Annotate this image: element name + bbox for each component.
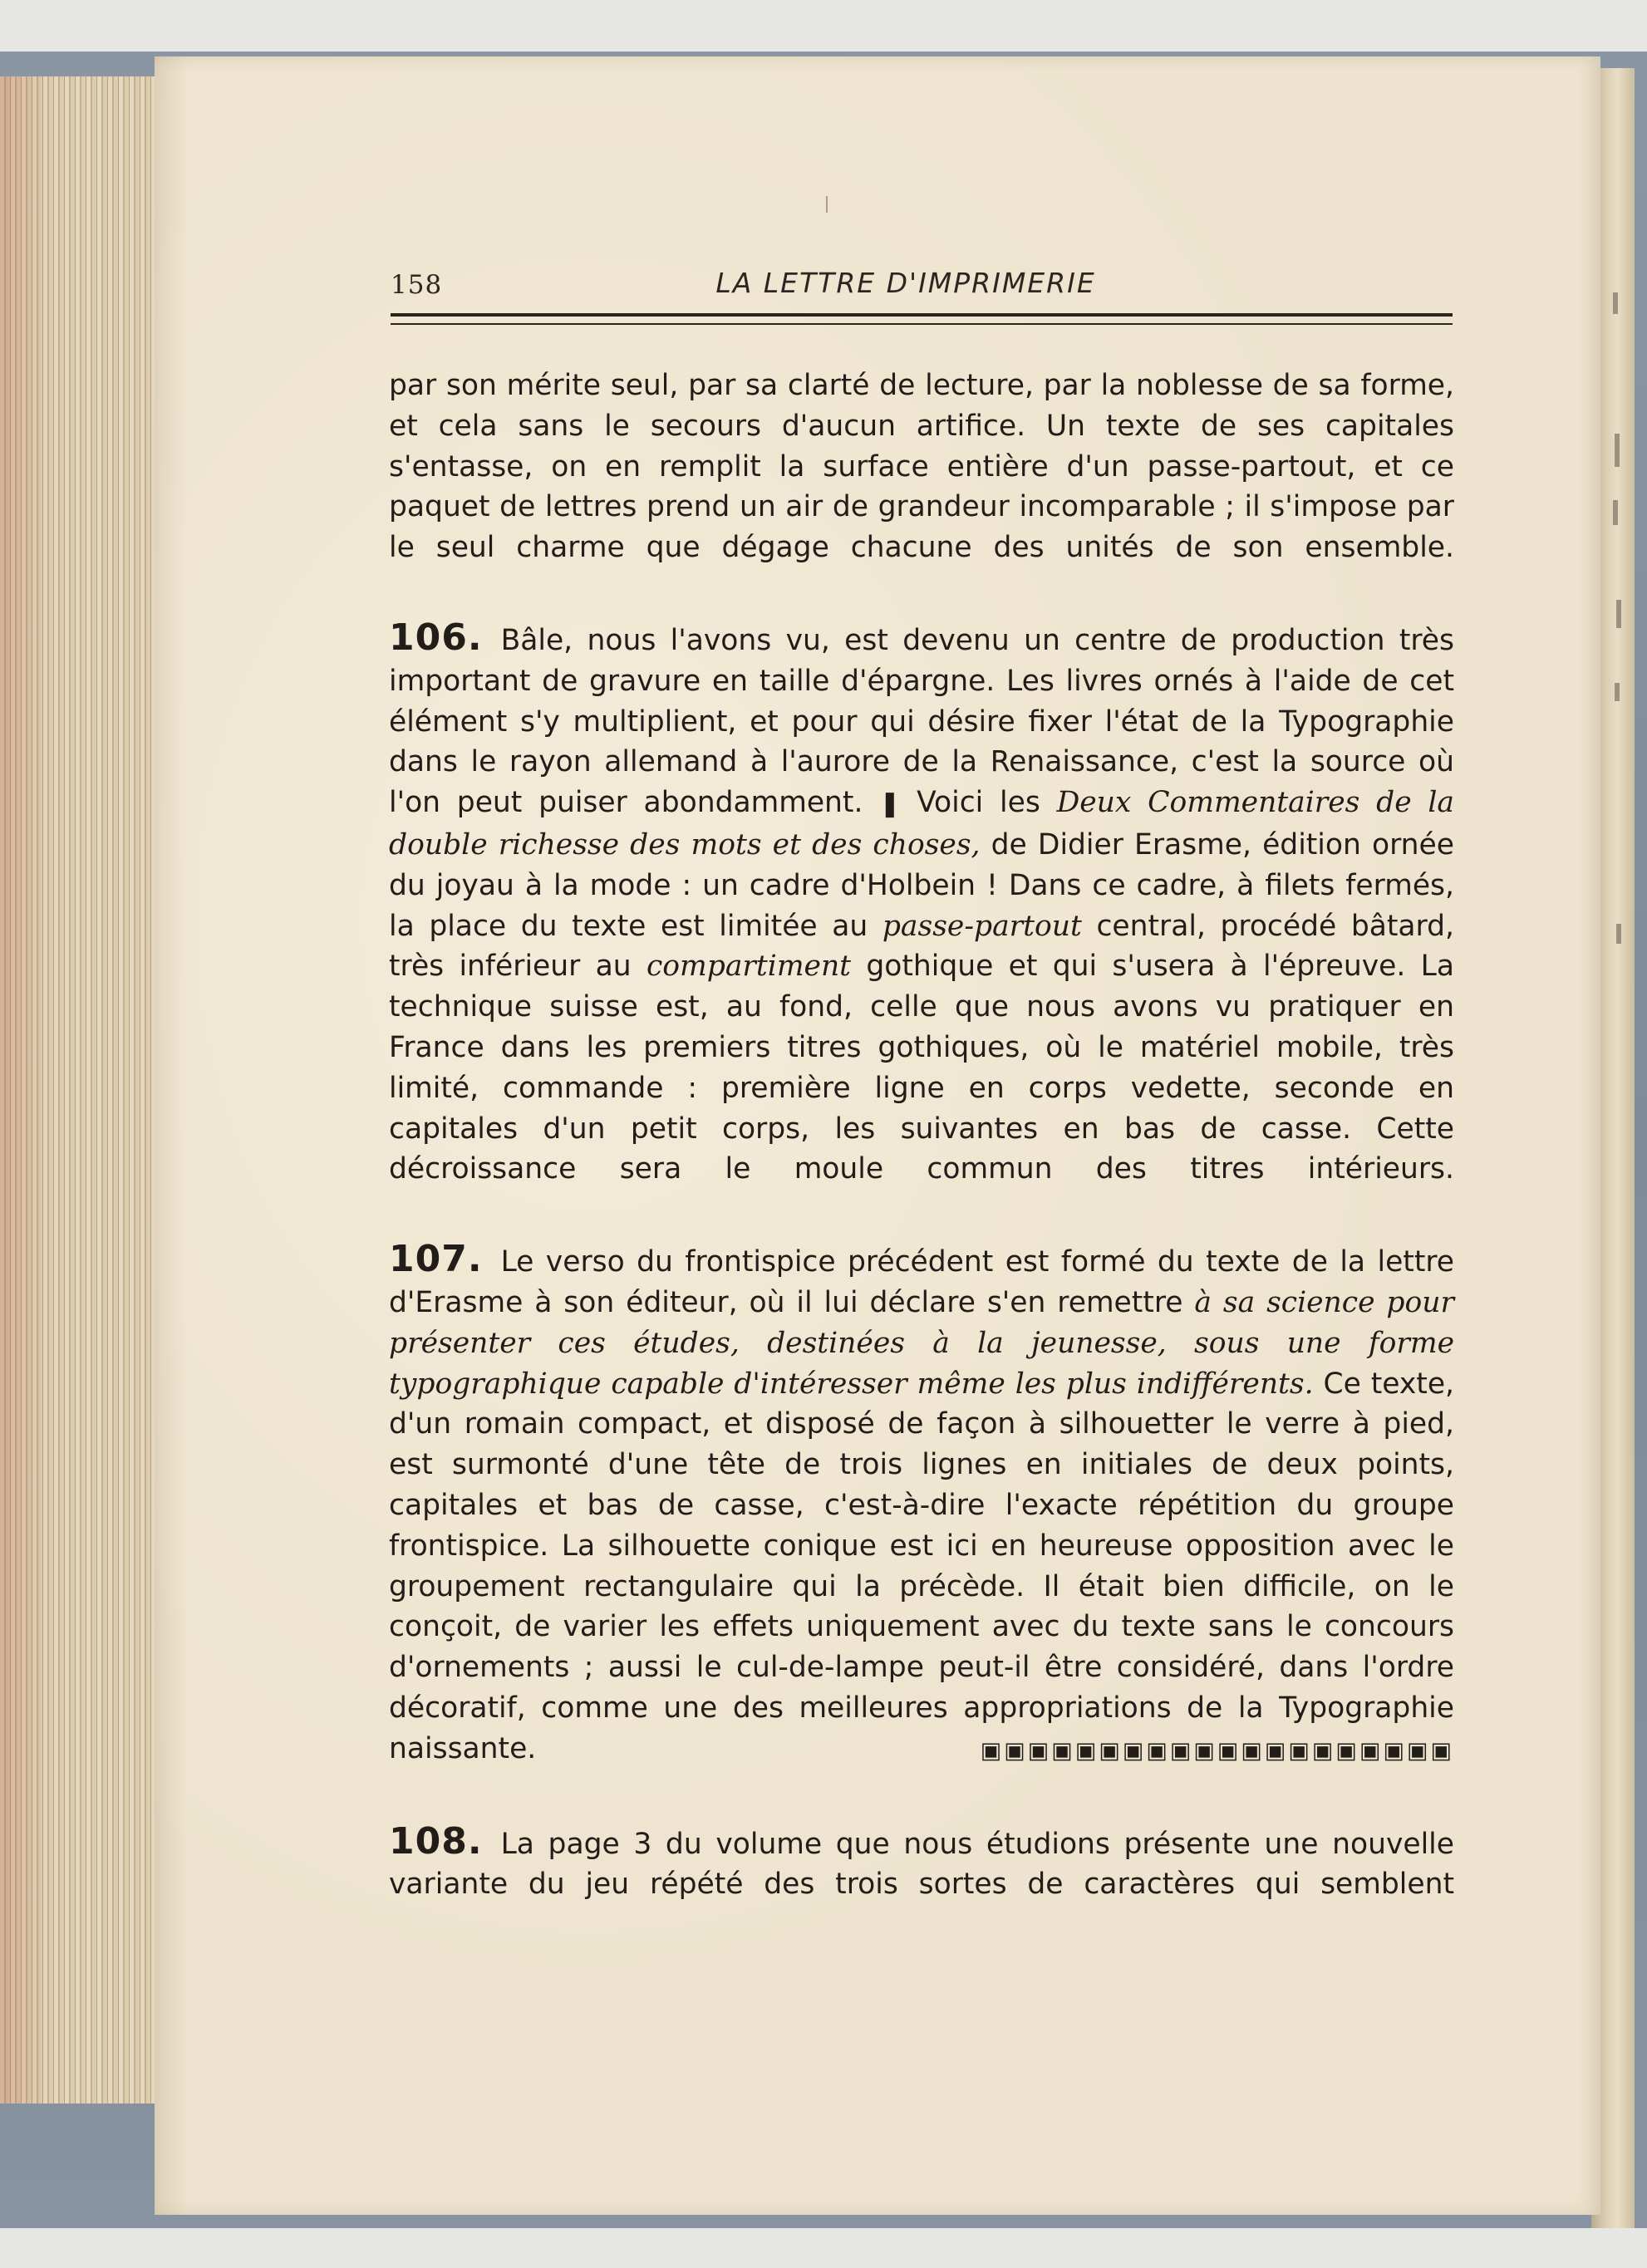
page-number: 158 [391, 270, 443, 300]
section-number: 108. [389, 1819, 483, 1863]
body-text [389, 366, 1454, 1905]
paragraph-text: Le verso du frontispice précédent est formé du texte de la lettre d'Erasme à son éditeur, où il lui déclare s'en remettre [389, 1245, 1454, 1319]
paragraph-text: Ce texte, d'un romain compact, et disposé de façon à silhouetter le verre à pied, est surmonté d'une tête de trois lignes en initiales de deux points, capitales et bas de casse, c'est-à-dire l'exacte répétition du groupe frontispice. La silhouette conique est ici en heureuse opposition avec le groupement rectangulaire qui la précède. Il était bien difficile, on le conçoit, de varier les effets uniquement avec du texte sans le concours d'ornements ; aussi le cul-de-lampe peut-il être considéré, dans l'ordre décoratif, comme une des meilleures appropriations de la Typographie naissante. [389, 1367, 1455, 1765]
page-edges-left [0, 76, 160, 2104]
paragraph-107 [389, 1240, 1454, 1771]
fleuron-ornament: ❚ [879, 789, 901, 819]
section-number: 106. [389, 616, 483, 659]
italic-term: passe-partout [882, 909, 1082, 943]
edge-mark [1613, 292, 1618, 314]
page-header [391, 263, 1454, 305]
paragraph-gap [389, 568, 1454, 618]
header-rule-thin [391, 323, 1453, 325]
italic-title: Deux Commentaires de la double richesse des mots et des choses, [389, 786, 1455, 862]
italic-term: compartiment [646, 950, 852, 984]
paragraph-text: gothique et qui s'usera à l'épreuve. La technique suisse est, au fond, celle que nous avons vu pratiquer en France dans les premiers titres gothiques, où le matériel mobile, très limité, commande : première ligne en corps vedette, seconde en capitales d'un petit corps, les suivantes en bas de casse. Cette décroissance sera le moule commun des titres intérieurs. [389, 950, 1454, 1186]
paragraph-106 [389, 618, 1454, 1190]
paragraph-108 [389, 1819, 1454, 1906]
italic-quote: à sa science pour présenter ces études, destinées à la jeunesse, sous une forme typographique capable d'intéresser même les plus indifférents. [389, 1285, 1454, 1401]
edge-tint [0, 76, 50, 2104]
paragraph-text: La page 3 du volume que nous étudions présente une nouvelle variante du jeu répété des trois sortes de caractères qui semblent [389, 1827, 1454, 1902]
paragraph-text: Voici les [900, 786, 1057, 820]
header-rule-thick [391, 313, 1453, 317]
paragraph-text: de Didier Erasme, édition ornée du joyau à la mode : un cadre d'Holbein ! Dans ce cadre, à filets fermés, la place du texte est limitée au [389, 827, 1454, 943]
edge-mark [1616, 600, 1621, 628]
paragraph-text: Bâle, nous l'avons vu, est devenu un centre de production très important de gravure en taille d'épargne. Les livres ornés à l'aide de cet élément s'y multiplient, et pour qui désire fixer l'état de la Typographie dans le rayon allemand à l'aurore de la Renaissance, c'est la source où l'on peut puiser abondamment. [389, 623, 1454, 820]
paragraph-text: par son mérite seul, par sa clarté de lecture, par la noblesse de sa forme, et cela sans le secours d'aucun artifice. Un texte de ses capitales s'entasse, on en remplit la surface entière d'un passe-partout, et ce paquet de lettres prend un air de grandeur incomparable ; il s'impose par le seul charme que dégage chacune des unités de son ensemble. [389, 369, 1454, 565]
paragraph-text: central, procédé bâtard, très inférieur au [389, 909, 1454, 984]
edge-mark [1615, 683, 1620, 701]
cul-de-lampe-ornaments: ▣▣▣▣▣▣▣▣▣▣▣▣▣▣▣▣▣▣▣▣ [980, 1737, 1454, 1764]
pencil-mark [826, 196, 828, 213]
paragraph-continuation [389, 366, 1454, 568]
edge-mark [1616, 924, 1621, 944]
edge-mark [1615, 434, 1620, 467]
edge-mark [1613, 500, 1618, 525]
section-number: 107. [389, 1238, 483, 1281]
running-title: LA LETTRE D'IMPRIMERIE [715, 267, 1096, 299]
paragraph-gap [389, 1190, 1454, 1240]
paragraph-gap [389, 1772, 1454, 1822]
